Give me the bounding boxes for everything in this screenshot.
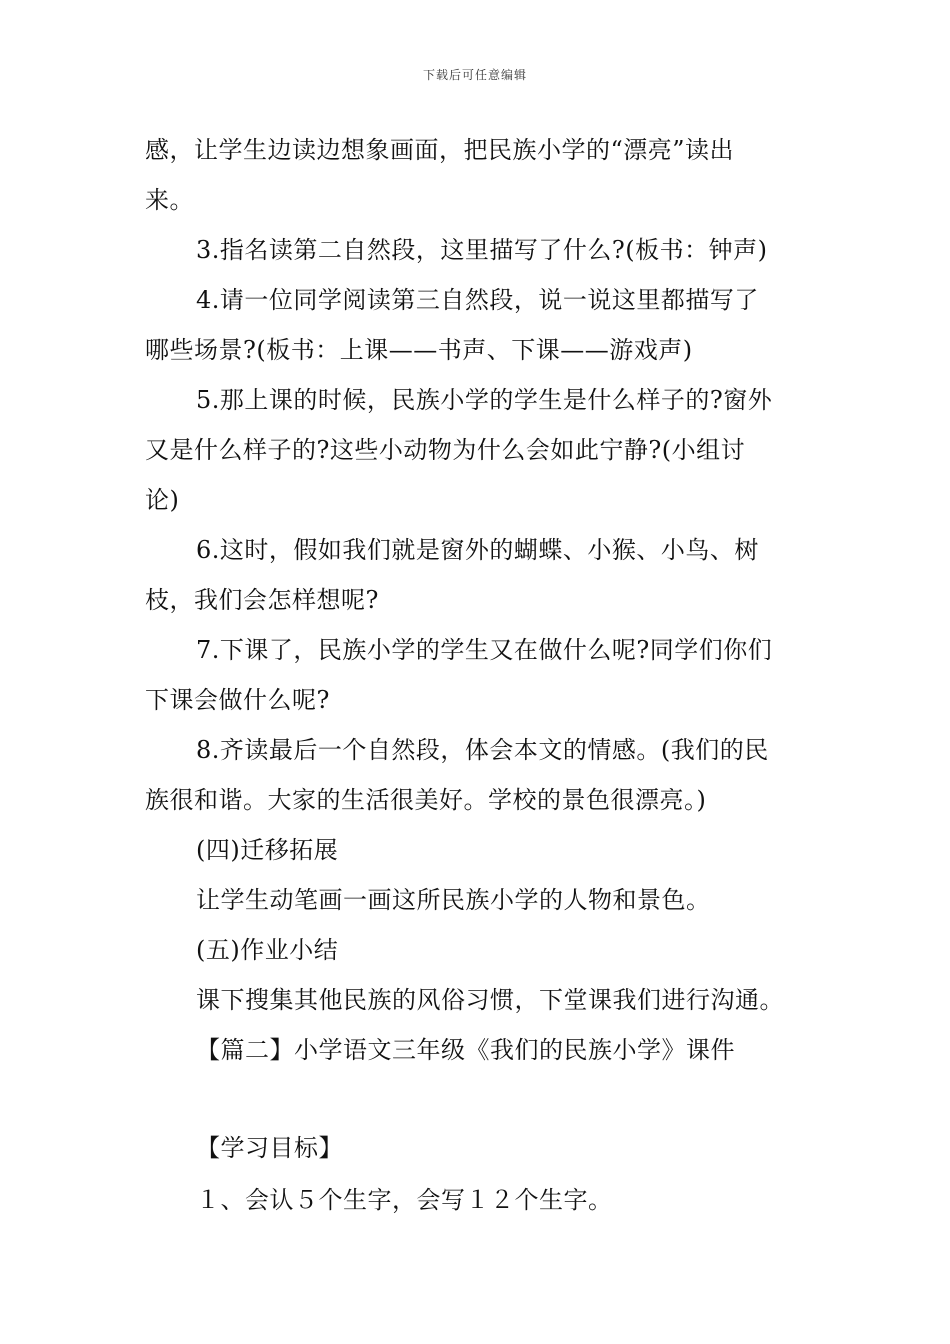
paragraph-line: 哪些场景?(板书：上课——书声、下课——游戏声) <box>145 336 693 364</box>
section-heading: 【学习目标】 <box>196 1134 343 1162</box>
paragraph-line: 枝，我们会怎样想呢? <box>145 586 379 614</box>
paragraph-line: 3.指名读第二自然段，这里描写了什么?(板书：钟声) <box>196 236 768 264</box>
paragraph-line: 来。 <box>145 186 194 214</box>
paragraph-line: 又是什么样子的?这些小动物为什么会如此宁静?(小组讨 <box>145 436 746 464</box>
paragraph-line: 5.那上课的时候，民族小学的学生是什么样子的?窗外 <box>196 386 773 414</box>
section-heading: (五)作业小结 <box>196 936 339 964</box>
article-title: 【篇二】小学语文三年级《我们的民族小学》课件 <box>196 1036 735 1064</box>
paragraph-line: 课下搜集其他民族的风俗习惯，下堂课我们进行沟通。 <box>196 986 784 1014</box>
paragraph-line: 论) <box>145 486 180 514</box>
paragraph-line: 7.下课了，民族小学的学生又在做什么呢?同学们你们 <box>196 636 773 664</box>
page-header: 下载后可任意编辑 <box>422 68 527 82</box>
paragraph-line: 族很和谐。大家的生活很美好。学校的景色很漂亮。) <box>145 786 707 814</box>
paragraph-line: １、会认５个生字，会写１２个生字。 <box>196 1186 613 1214</box>
paragraph-line: 6.这时，假如我们就是窗外的蝴蝶、小猴、小鸟、树 <box>196 536 759 564</box>
paragraph-line: 8.齐读最后一个自然段，体会本文的情感。(我们的民 <box>196 736 769 764</box>
section-heading: (四)迁移拓展 <box>196 836 339 864</box>
paragraph-line: 感，让学生边读边想象画面，把民族小学的“漂亮”读出 <box>145 136 735 164</box>
paragraph-line: 让学生动笔画一画这所民族小学的人物和景色。 <box>196 886 711 914</box>
paragraph-line: 下课会做什么呢? <box>145 686 330 714</box>
paragraph-line: 4.请一位同学阅读第三自然段，说一说这里都描写了 <box>196 286 759 314</box>
